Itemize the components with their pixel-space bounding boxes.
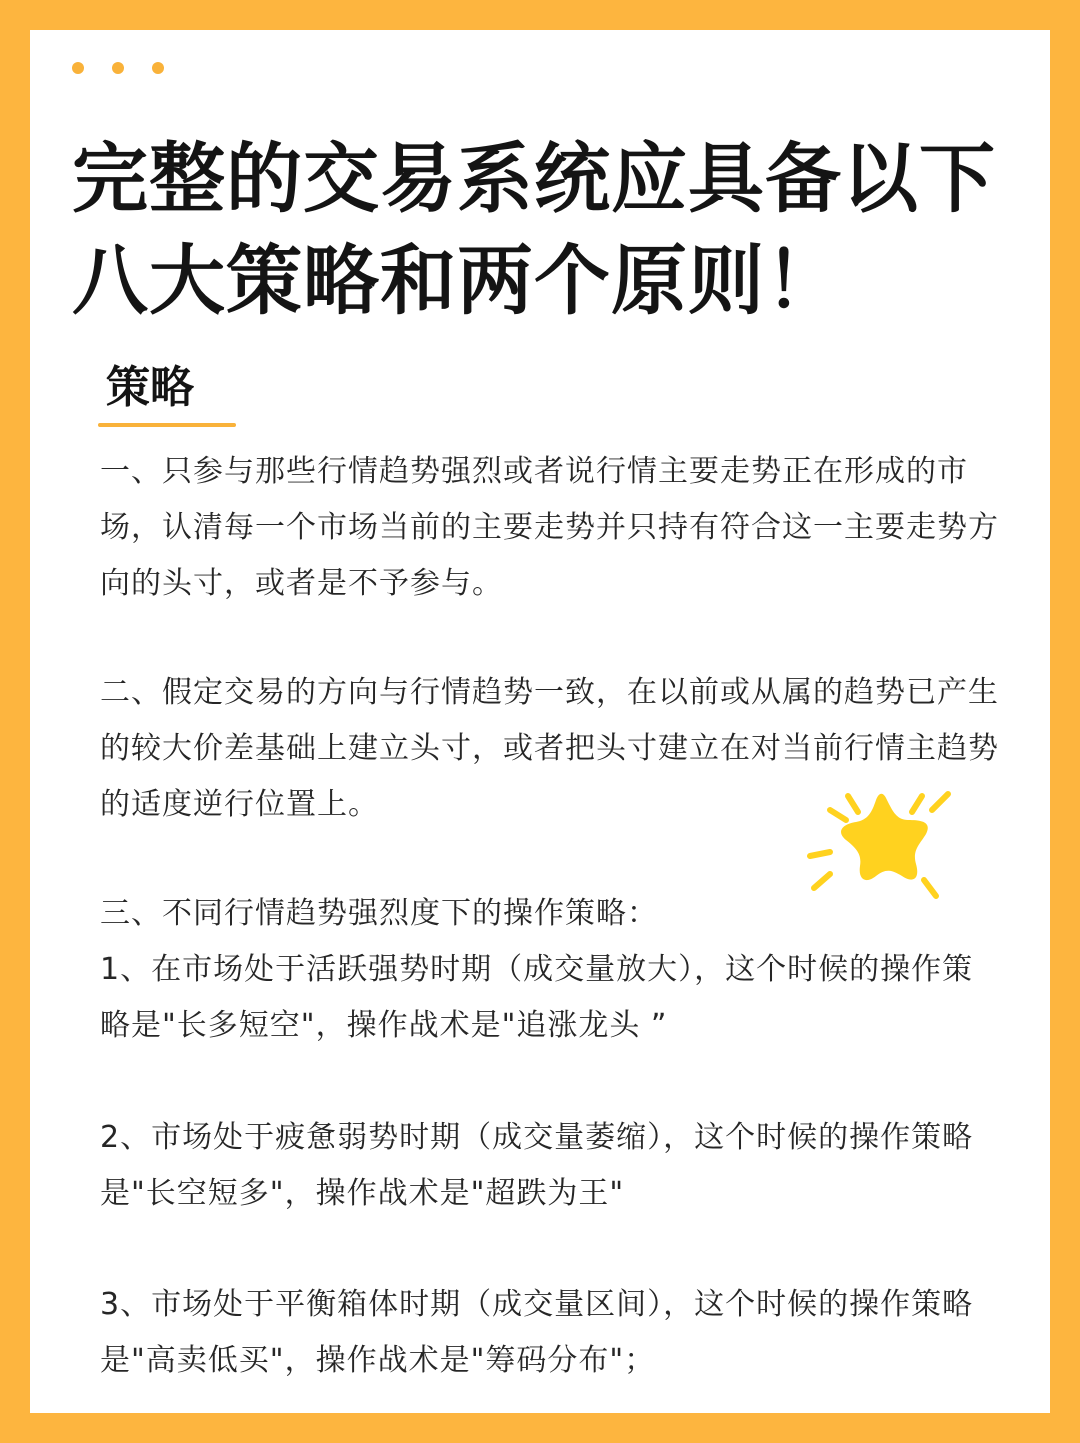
dot-2 [112, 62, 124, 74]
dot-3 [152, 62, 164, 74]
paragraph-3: 三、不同行情趋势强烈度下的操作策略： 1、在市场处于活跃强势时期（成交量放大），这个时候的操作策略是"长多短空"，操作战术是"追涨龙头 ” [100, 896, 974, 1043]
paragraph-5: 3、市场处于平衡箱体时期（成交量区间），这个时候的操作策略是"高卖低买"，操作战术是"筹码分布"； [100, 1287, 974, 1378]
paragraph-4: 2、市场处于疲惫弱势时期（成交量萎缩），这个时候的操作策略是"长空短多"，操作战术是"超跌为王" [100, 1120, 974, 1211]
section-underline [98, 423, 236, 427]
sparkle-star-icon [800, 770, 970, 910]
section-heading: 策略 [106, 362, 194, 413]
paragraph-1: 一、只参与那些行情趋势强烈或者说行情主要走势正在形成的市场，认清每一个市场当前的主要走势并只持有符合这一主要走势方向的头寸，或者是不予参与。 [100, 454, 999, 601]
page-title: 完整的交易系统应具备以下八大策略和两个原则！ [72, 134, 996, 325]
dot-1 [72, 62, 84, 74]
three-dots-icon [72, 62, 164, 74]
paragraph-2: 二、假定交易的方向与行情趋势一致，在以前或从属的趋势已产生的较大价差基础上建立头寸，或者把头寸建立在对当前行情主趋势的适度逆行位置上。 [100, 675, 999, 822]
